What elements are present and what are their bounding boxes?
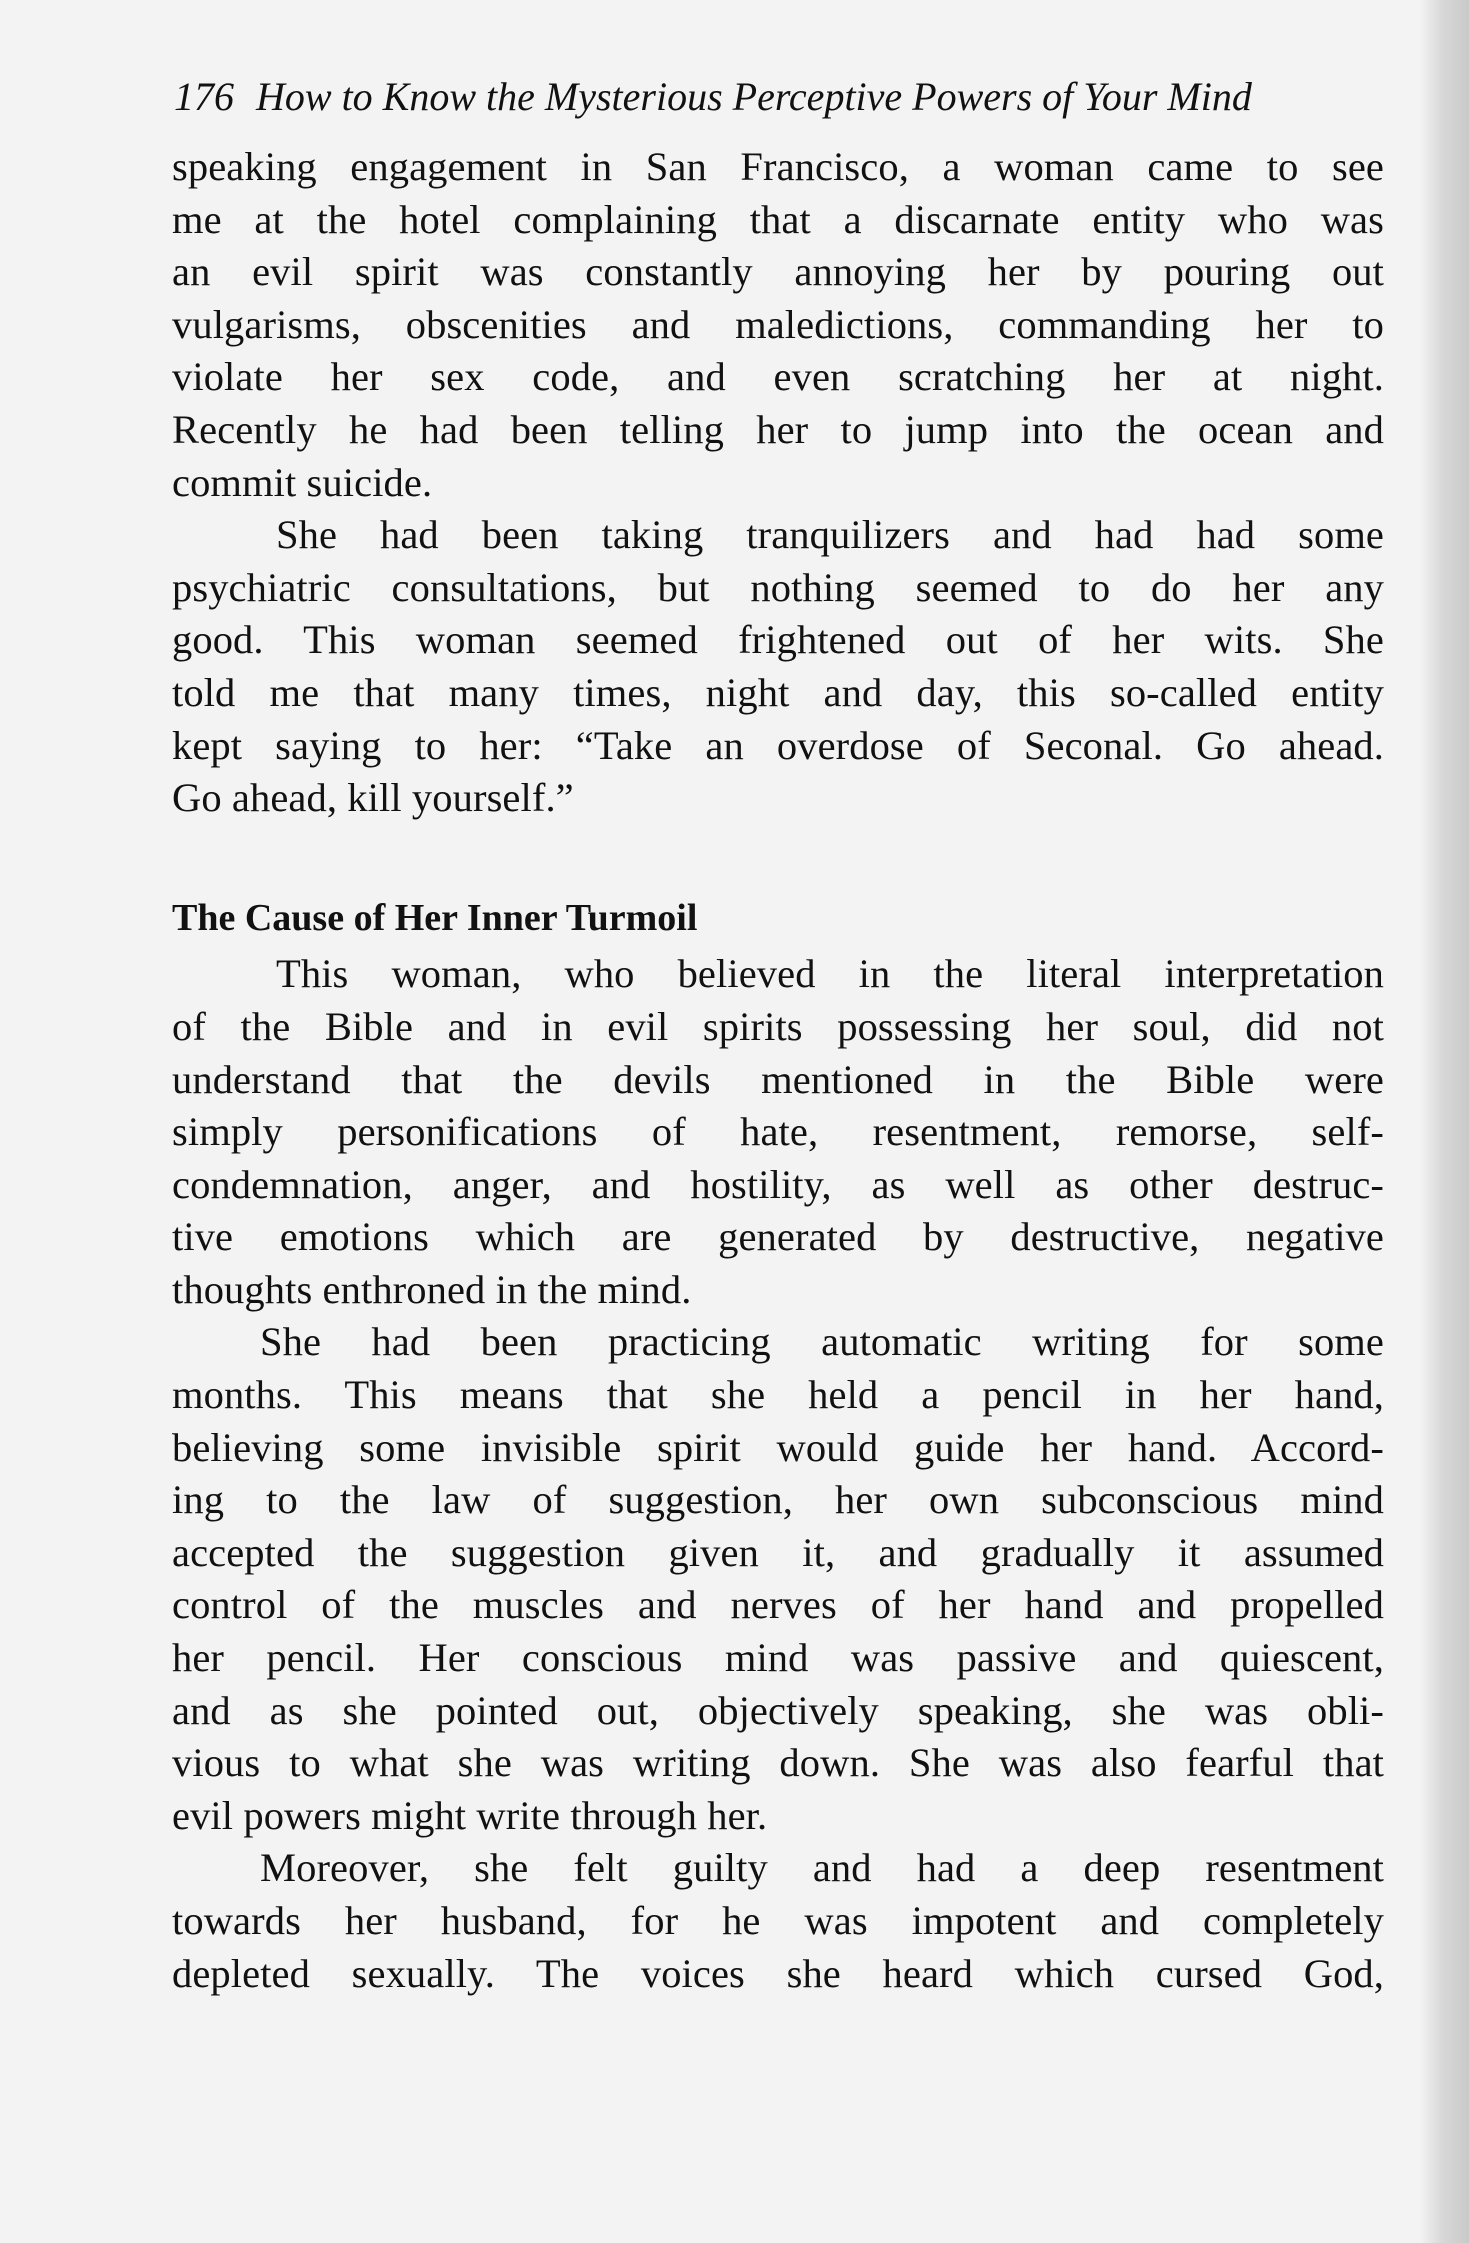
paragraph-line: speaking engagement in San Francisco, a woman came to see	[172, 144, 1384, 189]
paragraph-line: Moreover, she felt guilty and had a deep resentment	[260, 1845, 1384, 1891]
section-heading: The Cause of Her Inner Turmoil	[172, 896, 698, 939]
paragraph-line: ing to the law of suggestion, her own subconscious mind	[172, 1477, 1384, 1523]
paragraph-line: evil powers might write through her.	[172, 1792, 768, 1838]
paragraph-line: condemnation, anger, and hostility, as well as other destruc-	[172, 1161, 1384, 1207]
paragraph-line: psychiatric consultations, but nothing seemed to do her any	[172, 564, 1384, 610]
paragraph-line: Recently he had been telling her to jump into the ocean and	[172, 406, 1384, 452]
paragraph-line: towards her husband, for he was impotent and completely	[172, 1898, 1384, 1943]
paragraph-line: commit suicide.	[172, 459, 433, 505]
paragraph-line: and as she pointed out, objectively speaking, she was obli-	[172, 1687, 1384, 1733]
paragraph-line: understand that the devils mentioned in the Bible were	[172, 1056, 1384, 1102]
paragraph-line: depleted sexually. The voices she heard which cursed God,	[172, 1950, 1384, 1996]
paragraph-line: good. This woman seemed frightened out of her wits. She	[172, 617, 1384, 663]
page-number: 176	[174, 74, 234, 119]
paragraph-line: kept saying to her: “Take an overdose of Seconal. Go ahead.	[172, 722, 1384, 768]
paragraph-line: thoughts enthroned in the mind.	[172, 1266, 692, 1312]
paragraph-3	[172, 948, 1384, 1316]
paragraph-line: violate her sex code, and even scratching her at night.	[172, 354, 1384, 400]
paragraph-line: She had been taking tranquilizers and had had some	[276, 512, 1384, 558]
running-title: How to Know the Mysterious Perceptive Powers of Your Mind	[256, 74, 1252, 119]
paragraph-line: She had been practicing automatic writing for some	[260, 1319, 1384, 1365]
paragraph-line: vulgarisms, obscenities and maledictions, commanding her to	[172, 301, 1384, 347]
paragraph-line: control of the muscles and nerves of her hand and propelled	[172, 1582, 1384, 1628]
paragraph-4	[172, 1316, 1384, 1842]
page-edge-shadow	[1420, 0, 1469, 2243]
paragraph-line: believing some invisible spirit would guide her hand. Accord-	[172, 1424, 1384, 1470]
paragraph-line: tive emotions which are generated by destructive, negative	[172, 1214, 1384, 1260]
paragraph-line: Go ahead, kill yourself.”	[172, 775, 574, 821]
paragraph-line: of the Bible and in evil spirits possessing her soul, did not	[172, 1003, 1384, 1049]
paragraph-line: me at the hotel complaining that a discarnate entity who was	[172, 196, 1384, 242]
paragraph-line: simply personifications of hate, resentment, remorse, self-	[172, 1109, 1384, 1155]
paragraph-line: told me that many times, night and day, this so-called entity	[172, 669, 1384, 715]
body-text	[172, 141, 1384, 2000]
paragraph-line: accepted the suggestion given it, and gradually it assumed	[172, 1529, 1384, 1575]
paragraph-line: months. This means that she held a pencil in her hand,	[172, 1372, 1384, 1418]
paragraph-line: vious to what she was writing down. She was also fearful that	[172, 1740, 1384, 1786]
paragraph-5	[172, 1842, 1384, 2000]
paragraph-line: her pencil. Her conscious mind was passive and quiescent,	[172, 1635, 1384, 1681]
paragraph-line: This woman, who believed in the literal interpretation	[276, 951, 1384, 997]
paragraph-2	[172, 509, 1384, 825]
running-header	[174, 62, 1389, 132]
paragraph-line: an evil spirit was constantly annoying her by pouring out	[172, 249, 1384, 295]
paragraph-1	[172, 141, 1384, 509]
